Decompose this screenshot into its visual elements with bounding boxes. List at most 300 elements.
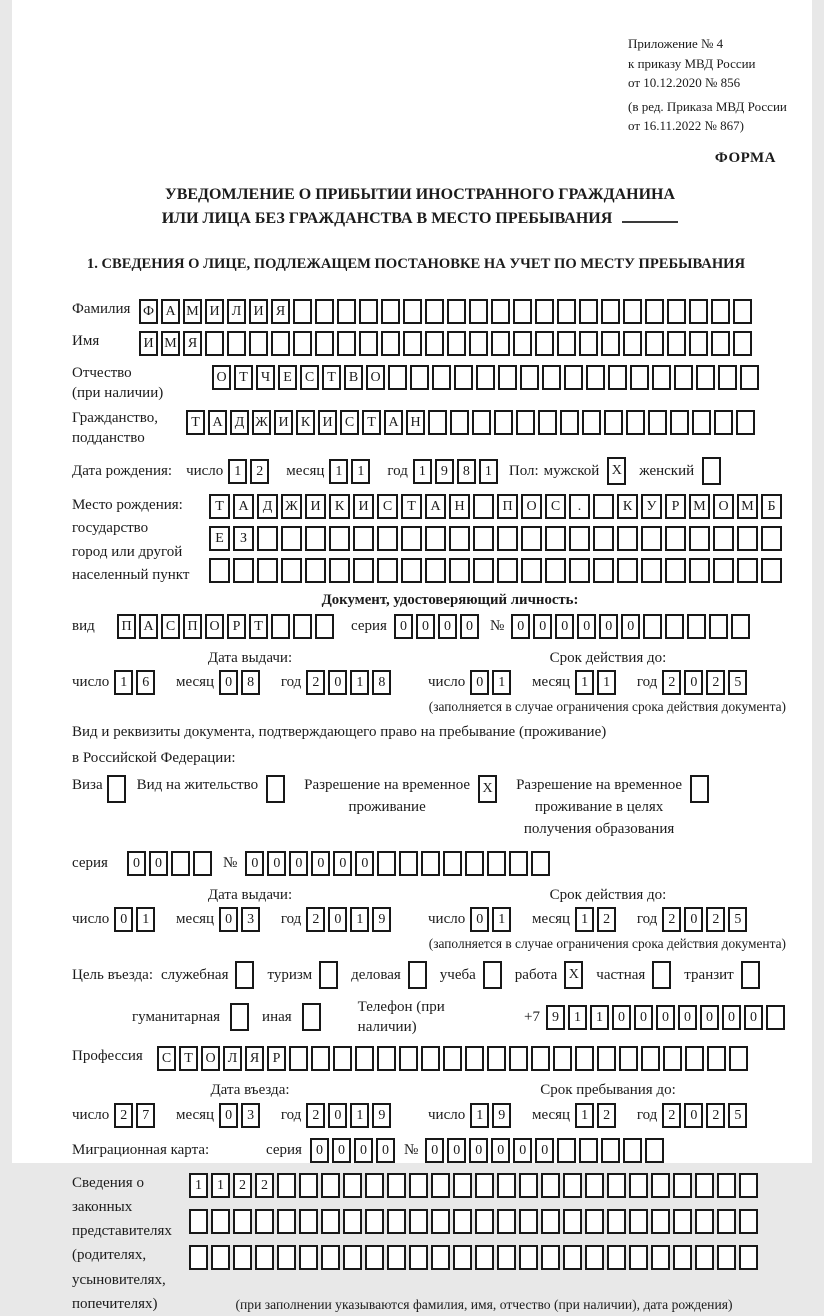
char-cell[interactable] bbox=[408, 961, 427, 989]
char-cell[interactable] bbox=[740, 365, 759, 390]
char-cell[interactable] bbox=[560, 410, 579, 435]
char-cell[interactable]: 0 bbox=[328, 907, 347, 932]
char-cell[interactable]: М bbox=[161, 331, 180, 356]
char-cell[interactable]: Я bbox=[245, 1046, 264, 1071]
char-cell[interactable] bbox=[353, 558, 374, 583]
char-cell[interactable]: 5 bbox=[728, 907, 747, 932]
char-cell[interactable] bbox=[271, 331, 290, 356]
char-cell[interactable] bbox=[689, 299, 708, 324]
mc-number-boxes[interactable] bbox=[425, 1138, 667, 1163]
char-cell[interactable] bbox=[377, 558, 398, 583]
res-issue-year-boxes[interactable] bbox=[306, 911, 394, 927]
char-cell[interactable] bbox=[409, 1209, 428, 1234]
char-cell[interactable]: 2 bbox=[306, 670, 325, 695]
char-cell[interactable]: 1 bbox=[350, 907, 369, 932]
residence-permit-checkbox[interactable] bbox=[266, 775, 288, 803]
char-cell[interactable] bbox=[425, 299, 444, 324]
char-cell[interactable]: Т bbox=[249, 614, 268, 639]
char-cell[interactable] bbox=[205, 331, 224, 356]
char-cell[interactable] bbox=[381, 299, 400, 324]
char-cell[interactable] bbox=[607, 1209, 626, 1234]
doc-number-boxes[interactable] bbox=[511, 614, 753, 639]
char-cell[interactable]: 0 bbox=[599, 614, 618, 639]
char-cell[interactable] bbox=[651, 1209, 670, 1234]
char-cell[interactable] bbox=[255, 1209, 274, 1234]
char-cell[interactable]: Т bbox=[209, 494, 230, 519]
char-cell[interactable] bbox=[645, 1138, 664, 1163]
char-cell[interactable] bbox=[491, 331, 510, 356]
char-cell[interactable] bbox=[563, 1173, 582, 1198]
char-cell[interactable]: 2 bbox=[233, 1173, 252, 1198]
birth-year-boxes[interactable] bbox=[413, 459, 501, 484]
char-cell[interactable]: О bbox=[713, 494, 734, 519]
char-cell[interactable]: С bbox=[300, 365, 319, 390]
char-cell[interactable] bbox=[381, 331, 400, 356]
char-cell[interactable] bbox=[695, 1173, 714, 1198]
char-cell[interactable]: 0 bbox=[354, 1138, 373, 1163]
char-cell[interactable] bbox=[741, 961, 760, 989]
char-cell[interactable]: 2 bbox=[662, 670, 681, 695]
char-cell[interactable]: 0 bbox=[416, 614, 435, 639]
char-cell[interactable]: М bbox=[689, 494, 710, 519]
char-cell[interactable] bbox=[401, 526, 422, 551]
char-cell[interactable] bbox=[739, 1209, 758, 1234]
char-cell[interactable]: X bbox=[478, 775, 497, 803]
char-cell[interactable]: 1 bbox=[211, 1173, 230, 1198]
char-cell[interactable] bbox=[409, 1245, 428, 1270]
char-cell[interactable]: С bbox=[377, 494, 398, 519]
char-cell[interactable]: К bbox=[296, 410, 315, 435]
char-cell[interactable] bbox=[473, 494, 494, 519]
char-cell[interactable] bbox=[579, 1138, 598, 1163]
char-cell[interactable] bbox=[696, 365, 715, 390]
char-cell[interactable] bbox=[453, 1209, 472, 1234]
char-cell[interactable]: 2 bbox=[706, 907, 725, 932]
char-cell[interactable] bbox=[702, 457, 721, 485]
char-cell[interactable]: Д bbox=[257, 494, 278, 519]
char-cell[interactable] bbox=[387, 1245, 406, 1270]
char-cell[interactable] bbox=[425, 331, 444, 356]
char-cell[interactable] bbox=[690, 775, 709, 803]
char-cell[interactable]: 2 bbox=[597, 1103, 616, 1128]
char-cell[interactable]: Р bbox=[665, 494, 686, 519]
char-cell[interactable] bbox=[431, 1173, 450, 1198]
char-cell[interactable] bbox=[641, 558, 662, 583]
char-cell[interactable] bbox=[717, 1209, 736, 1234]
char-cell[interactable]: 0 bbox=[447, 1138, 466, 1163]
char-cell[interactable] bbox=[564, 365, 583, 390]
char-cell[interactable] bbox=[469, 331, 488, 356]
char-cell[interactable] bbox=[521, 526, 542, 551]
char-cell[interactable] bbox=[585, 1209, 604, 1234]
char-cell[interactable] bbox=[545, 558, 566, 583]
char-cell[interactable]: И bbox=[305, 494, 326, 519]
representatives-boxes-row1[interactable] bbox=[189, 1173, 761, 1198]
char-cell[interactable] bbox=[343, 1209, 362, 1234]
char-cell[interactable] bbox=[569, 526, 590, 551]
char-cell[interactable]: С bbox=[340, 410, 359, 435]
char-cell[interactable] bbox=[359, 299, 378, 324]
char-cell[interactable]: 2 bbox=[597, 907, 616, 932]
char-cell[interactable]: 5 bbox=[728, 1103, 747, 1128]
char-cell[interactable] bbox=[626, 410, 645, 435]
citizenship-boxes[interactable] bbox=[186, 410, 758, 435]
char-cell[interactable]: 0 bbox=[513, 1138, 532, 1163]
char-cell[interactable] bbox=[475, 1209, 494, 1234]
char-cell[interactable]: 0 bbox=[438, 614, 457, 639]
char-cell[interactable] bbox=[673, 1173, 692, 1198]
char-cell[interactable] bbox=[692, 410, 711, 435]
char-cell[interactable]: 2 bbox=[706, 1103, 725, 1128]
char-cell[interactable]: 2 bbox=[250, 459, 269, 484]
purpose-business-checkbox[interactable] bbox=[408, 961, 430, 989]
char-cell[interactable]: 9 bbox=[546, 1005, 565, 1030]
char-cell[interactable] bbox=[643, 614, 662, 639]
res-expiry-month-boxes[interactable] bbox=[575, 911, 619, 927]
char-cell[interactable]: 0 bbox=[678, 1005, 697, 1030]
char-cell[interactable]: 1 bbox=[597, 670, 616, 695]
purpose-humanitarian-checkbox[interactable] bbox=[230, 1003, 252, 1031]
char-cell[interactable]: 7 bbox=[136, 1103, 155, 1128]
char-cell[interactable] bbox=[431, 1245, 450, 1270]
char-cell[interactable] bbox=[189, 1209, 208, 1234]
char-cell[interactable] bbox=[652, 365, 671, 390]
char-cell[interactable]: Ч bbox=[256, 365, 275, 390]
char-cell[interactable] bbox=[491, 299, 510, 324]
char-cell[interactable]: Р bbox=[227, 614, 246, 639]
char-cell[interactable] bbox=[593, 494, 614, 519]
char-cell[interactable] bbox=[473, 558, 494, 583]
char-cell[interactable]: Б bbox=[761, 494, 782, 519]
char-cell[interactable] bbox=[487, 851, 506, 876]
birth-place-boxes-row2[interactable] bbox=[209, 526, 785, 551]
stay-year-boxes[interactable] bbox=[662, 1107, 750, 1123]
char-cell[interactable] bbox=[542, 365, 561, 390]
birth-month-boxes[interactable] bbox=[329, 459, 373, 484]
res-number-boxes[interactable] bbox=[245, 851, 553, 876]
char-cell[interactable] bbox=[249, 331, 268, 356]
res-expiry-day-boxes[interactable] bbox=[470, 911, 514, 927]
char-cell[interactable] bbox=[337, 331, 356, 356]
birth-day-boxes[interactable] bbox=[228, 459, 272, 484]
char-cell[interactable]: З bbox=[233, 526, 254, 551]
char-cell[interactable] bbox=[343, 1173, 362, 1198]
char-cell[interactable] bbox=[737, 526, 758, 551]
char-cell[interactable]: Т bbox=[186, 410, 205, 435]
char-cell[interactable]: Е bbox=[209, 526, 230, 551]
char-cell[interactable] bbox=[652, 961, 671, 989]
char-cell[interactable]: 0 bbox=[684, 1103, 703, 1128]
char-cell[interactable] bbox=[388, 365, 407, 390]
char-cell[interactable] bbox=[623, 331, 642, 356]
char-cell[interactable] bbox=[293, 614, 312, 639]
char-cell[interactable] bbox=[443, 851, 462, 876]
char-cell[interactable] bbox=[673, 1245, 692, 1270]
char-cell[interactable] bbox=[377, 526, 398, 551]
char-cell[interactable] bbox=[729, 1046, 748, 1071]
char-cell[interactable]: П bbox=[497, 494, 518, 519]
phone-boxes[interactable] bbox=[546, 1005, 788, 1030]
char-cell[interactable]: 0 bbox=[469, 1138, 488, 1163]
char-cell[interactable]: О bbox=[212, 365, 231, 390]
char-cell[interactable]: 0 bbox=[267, 851, 286, 876]
char-cell[interactable] bbox=[689, 526, 710, 551]
char-cell[interactable] bbox=[629, 1209, 648, 1234]
char-cell[interactable] bbox=[531, 1046, 550, 1071]
char-cell[interactable] bbox=[535, 331, 554, 356]
char-cell[interactable] bbox=[447, 299, 466, 324]
char-cell[interactable] bbox=[731, 614, 750, 639]
representatives-boxes-row3[interactable] bbox=[189, 1245, 761, 1270]
char-cell[interactable] bbox=[476, 365, 495, 390]
char-cell[interactable] bbox=[473, 526, 494, 551]
char-cell[interactable]: 1 bbox=[575, 1103, 594, 1128]
char-cell[interactable]: 0 bbox=[376, 1138, 395, 1163]
char-cell[interactable] bbox=[709, 614, 728, 639]
char-cell[interactable]: А bbox=[233, 494, 254, 519]
char-cell[interactable]: 1 bbox=[114, 670, 133, 695]
char-cell[interactable]: Т bbox=[362, 410, 381, 435]
char-cell[interactable] bbox=[432, 365, 451, 390]
char-cell[interactable] bbox=[516, 410, 535, 435]
char-cell[interactable] bbox=[277, 1173, 296, 1198]
entry-day-boxes[interactable] bbox=[114, 1107, 158, 1123]
char-cell[interactable] bbox=[211, 1209, 230, 1234]
char-cell[interactable]: 1 bbox=[479, 459, 498, 484]
char-cell[interactable]: Л bbox=[223, 1046, 242, 1071]
stay-day-boxes[interactable] bbox=[470, 1107, 514, 1123]
char-cell[interactable]: 1 bbox=[575, 670, 594, 695]
char-cell[interactable] bbox=[359, 331, 378, 356]
char-cell[interactable] bbox=[257, 526, 278, 551]
char-cell[interactable] bbox=[607, 1245, 626, 1270]
char-cell[interactable] bbox=[483, 961, 502, 989]
char-cell[interactable] bbox=[651, 1173, 670, 1198]
char-cell[interactable] bbox=[582, 410, 601, 435]
char-cell[interactable] bbox=[487, 1046, 506, 1071]
char-cell[interactable]: Я bbox=[271, 299, 290, 324]
char-cell[interactable] bbox=[271, 614, 290, 639]
char-cell[interactable] bbox=[717, 1173, 736, 1198]
char-cell[interactable]: 0 bbox=[722, 1005, 741, 1030]
doc-expiry-day-boxes[interactable] bbox=[470, 674, 514, 690]
char-cell[interactable]: 0 bbox=[394, 614, 413, 639]
char-cell[interactable] bbox=[399, 1046, 418, 1071]
char-cell[interactable] bbox=[425, 558, 446, 583]
char-cell[interactable]: 1 bbox=[470, 1103, 489, 1128]
char-cell[interactable] bbox=[302, 1003, 321, 1031]
char-cell[interactable]: 8 bbox=[241, 670, 260, 695]
char-cell[interactable] bbox=[651, 1245, 670, 1270]
char-cell[interactable] bbox=[469, 299, 488, 324]
char-cell[interactable] bbox=[449, 558, 470, 583]
char-cell[interactable] bbox=[293, 299, 312, 324]
entry-month-boxes[interactable] bbox=[219, 1107, 263, 1123]
char-cell[interactable]: Н bbox=[406, 410, 425, 435]
char-cell[interactable] bbox=[365, 1209, 384, 1234]
char-cell[interactable] bbox=[685, 1046, 704, 1071]
char-cell[interactable]: Ф bbox=[139, 299, 158, 324]
char-cell[interactable] bbox=[541, 1209, 560, 1234]
char-cell[interactable] bbox=[707, 1046, 726, 1071]
char-cell[interactable] bbox=[557, 331, 576, 356]
doc-issue-year-boxes[interactable] bbox=[306, 674, 394, 690]
char-cell[interactable] bbox=[718, 365, 737, 390]
char-cell[interactable] bbox=[585, 1245, 604, 1270]
char-cell[interactable] bbox=[665, 614, 684, 639]
char-cell[interactable] bbox=[519, 1245, 538, 1270]
char-cell[interactable]: 1 bbox=[413, 459, 432, 484]
char-cell[interactable]: Т bbox=[179, 1046, 198, 1071]
char-cell[interactable] bbox=[557, 299, 576, 324]
char-cell[interactable] bbox=[453, 1245, 472, 1270]
char-cell[interactable] bbox=[604, 410, 623, 435]
char-cell[interactable] bbox=[513, 331, 532, 356]
char-cell[interactable] bbox=[521, 558, 542, 583]
char-cell[interactable] bbox=[593, 526, 614, 551]
char-cell[interactable] bbox=[315, 299, 334, 324]
char-cell[interactable] bbox=[569, 558, 590, 583]
char-cell[interactable] bbox=[538, 410, 557, 435]
char-cell[interactable]: Ж bbox=[281, 494, 302, 519]
char-cell[interactable]: П bbox=[117, 614, 136, 639]
char-cell[interactable] bbox=[409, 1173, 428, 1198]
char-cell[interactable]: 1 bbox=[590, 1005, 609, 1030]
char-cell[interactable] bbox=[733, 299, 752, 324]
char-cell[interactable] bbox=[714, 410, 733, 435]
char-cell[interactable] bbox=[233, 1245, 252, 1270]
char-cell[interactable]: 0 bbox=[684, 670, 703, 695]
char-cell[interactable] bbox=[454, 365, 473, 390]
char-cell[interactable] bbox=[497, 1209, 516, 1234]
char-cell[interactable] bbox=[289, 1046, 308, 1071]
char-cell[interactable] bbox=[233, 1209, 252, 1234]
char-cell[interactable]: 1 bbox=[329, 459, 348, 484]
char-cell[interactable] bbox=[617, 526, 638, 551]
char-cell[interactable] bbox=[766, 1005, 785, 1030]
char-cell[interactable] bbox=[497, 526, 518, 551]
char-cell[interactable]: И bbox=[205, 299, 224, 324]
char-cell[interactable]: 2 bbox=[662, 907, 681, 932]
char-cell[interactable] bbox=[403, 299, 422, 324]
char-cell[interactable]: 3 bbox=[241, 1103, 260, 1128]
char-cell[interactable]: 0 bbox=[311, 851, 330, 876]
char-cell[interactable]: 3 bbox=[241, 907, 260, 932]
char-cell[interactable] bbox=[579, 331, 598, 356]
res-series-boxes[interactable] bbox=[127, 851, 215, 876]
char-cell[interactable] bbox=[421, 1046, 440, 1071]
char-cell[interactable]: 0 bbox=[621, 614, 640, 639]
char-cell[interactable] bbox=[509, 851, 528, 876]
char-cell[interactable] bbox=[171, 851, 190, 876]
char-cell[interactable] bbox=[557, 1138, 576, 1163]
doc-issue-month-boxes[interactable] bbox=[219, 674, 263, 690]
char-cell[interactable]: О bbox=[521, 494, 542, 519]
char-cell[interactable] bbox=[305, 558, 326, 583]
char-cell[interactable]: 0 bbox=[328, 1103, 347, 1128]
purpose-work-checkbox[interactable] bbox=[564, 961, 586, 989]
char-cell[interactable]: А bbox=[208, 410, 227, 435]
char-cell[interactable]: 9 bbox=[435, 459, 454, 484]
char-cell[interactable]: 0 bbox=[555, 614, 574, 639]
char-cell[interactable]: 8 bbox=[457, 459, 476, 484]
char-cell[interactable]: П bbox=[183, 614, 202, 639]
char-cell[interactable]: 0 bbox=[684, 907, 703, 932]
char-cell[interactable]: Л bbox=[227, 299, 246, 324]
char-cell[interactable]: 0 bbox=[533, 614, 552, 639]
char-cell[interactable] bbox=[498, 365, 517, 390]
char-cell[interactable] bbox=[193, 851, 212, 876]
char-cell[interactable] bbox=[431, 1209, 450, 1234]
char-cell[interactable]: О bbox=[366, 365, 385, 390]
char-cell[interactable] bbox=[667, 331, 686, 356]
char-cell[interactable]: 0 bbox=[511, 614, 530, 639]
char-cell[interactable]: 2 bbox=[306, 907, 325, 932]
char-cell[interactable]: 0 bbox=[535, 1138, 554, 1163]
char-cell[interactable] bbox=[553, 1046, 572, 1071]
char-cell[interactable] bbox=[497, 558, 518, 583]
doc-expiry-year-boxes[interactable] bbox=[662, 674, 750, 690]
char-cell[interactable] bbox=[403, 331, 422, 356]
char-cell[interactable]: О bbox=[205, 614, 224, 639]
char-cell[interactable] bbox=[717, 1245, 736, 1270]
char-cell[interactable]: 0 bbox=[470, 907, 489, 932]
char-cell[interactable]: 1 bbox=[492, 670, 511, 695]
purpose-official-checkbox[interactable] bbox=[235, 961, 257, 989]
char-cell[interactable] bbox=[629, 1245, 648, 1270]
sex-female-checkbox[interactable] bbox=[702, 457, 724, 485]
res-expiry-year-boxes[interactable] bbox=[662, 911, 750, 927]
doc-issue-day-boxes[interactable] bbox=[114, 674, 158, 690]
char-cell[interactable] bbox=[535, 299, 554, 324]
char-cell[interactable] bbox=[299, 1245, 318, 1270]
char-cell[interactable]: И bbox=[353, 494, 374, 519]
char-cell[interactable] bbox=[575, 1046, 594, 1071]
char-cell[interactable]: Е bbox=[278, 365, 297, 390]
char-cell[interactable]: 9 bbox=[492, 1103, 511, 1128]
char-cell[interactable] bbox=[648, 410, 667, 435]
char-cell[interactable]: 0 bbox=[577, 614, 596, 639]
char-cell[interactable]: 1 bbox=[189, 1173, 208, 1198]
char-cell[interactable] bbox=[277, 1245, 296, 1270]
char-cell[interactable] bbox=[579, 299, 598, 324]
char-cell[interactable] bbox=[667, 299, 686, 324]
char-cell[interactable]: 2 bbox=[706, 670, 725, 695]
char-cell[interactable]: К bbox=[617, 494, 638, 519]
purpose-private-checkbox[interactable] bbox=[652, 961, 674, 989]
char-cell[interactable]: Т bbox=[234, 365, 253, 390]
char-cell[interactable] bbox=[465, 851, 484, 876]
char-cell[interactable] bbox=[281, 526, 302, 551]
char-cell[interactable] bbox=[257, 558, 278, 583]
char-cell[interactable] bbox=[399, 851, 418, 876]
char-cell[interactable]: И bbox=[318, 410, 337, 435]
char-cell[interactable]: С bbox=[545, 494, 566, 519]
char-cell[interactable] bbox=[711, 299, 730, 324]
char-cell[interactable]: X bbox=[607, 457, 626, 485]
char-cell[interactable]: Д bbox=[230, 410, 249, 435]
char-cell[interactable] bbox=[663, 1046, 682, 1071]
char-cell[interactable] bbox=[299, 1173, 318, 1198]
char-cell[interactable] bbox=[713, 558, 734, 583]
res-issue-day-boxes[interactable] bbox=[114, 911, 158, 927]
doc-expiry-month-boxes[interactable] bbox=[575, 674, 619, 690]
char-cell[interactable] bbox=[447, 331, 466, 356]
char-cell[interactable]: 2 bbox=[306, 1103, 325, 1128]
char-cell[interactable] bbox=[453, 1173, 472, 1198]
char-cell[interactable]: 0 bbox=[245, 851, 264, 876]
char-cell[interactable]: И bbox=[249, 299, 268, 324]
